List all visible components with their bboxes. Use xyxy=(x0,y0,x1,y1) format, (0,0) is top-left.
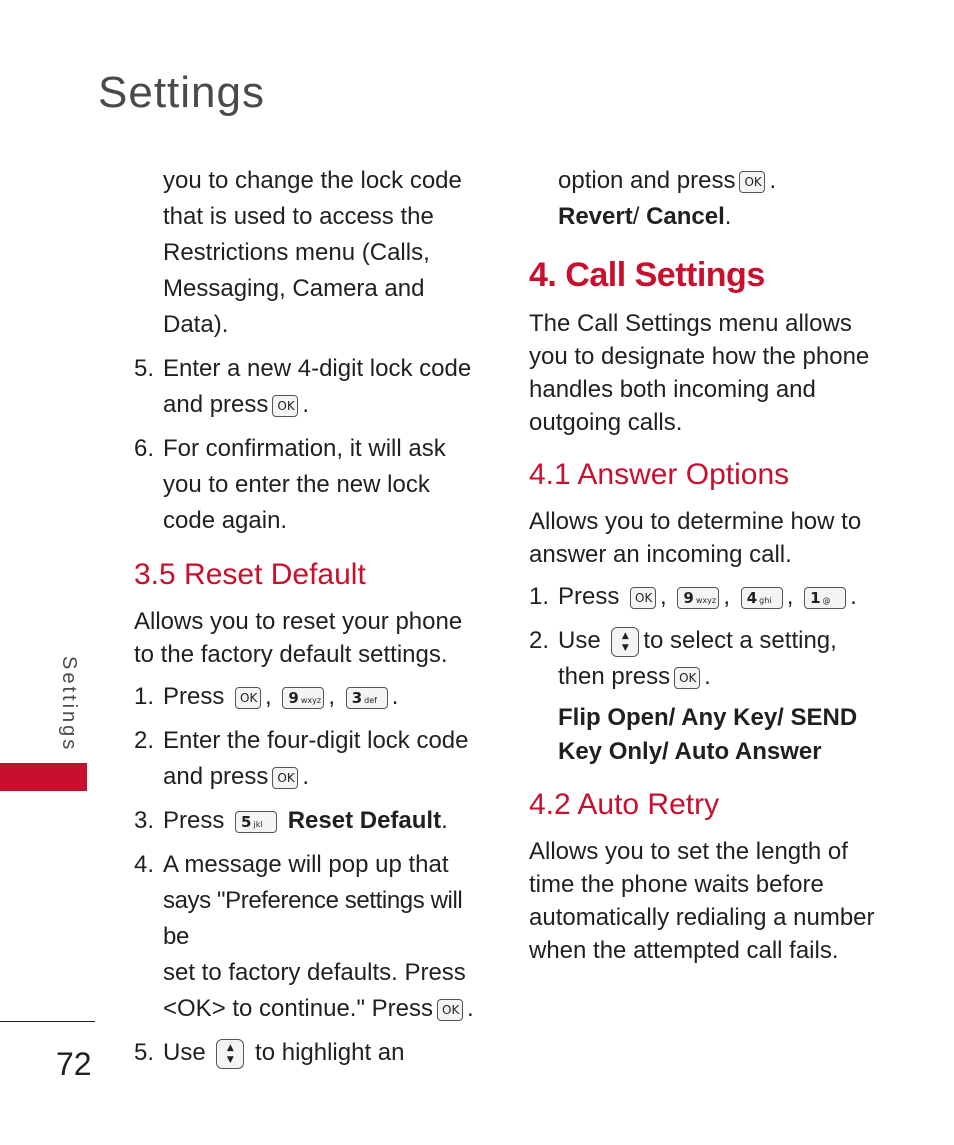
page-number: 72 xyxy=(56,1046,92,1082)
key-letters: ghi xyxy=(759,595,772,605)
section-description: answer an incoming call. xyxy=(529,541,792,568)
section-description: Allows you to reset your phone xyxy=(134,608,463,635)
key-letters: def xyxy=(364,695,377,705)
punctuation: , xyxy=(328,683,336,710)
step-number: 2. xyxy=(134,727,155,754)
step-text: and press xyxy=(163,763,269,790)
punctuation: . xyxy=(769,167,777,194)
step-text: A message will pop up that xyxy=(163,851,449,878)
step-text-line xyxy=(558,579,889,615)
step-text: option and press xyxy=(558,167,736,194)
key-9-icon xyxy=(282,687,324,709)
nav-down-arrow: ▼ xyxy=(621,642,629,653)
step-text: Press xyxy=(558,583,620,610)
options-line xyxy=(558,199,889,235)
menu-option-name: Auto Answer xyxy=(674,738,822,765)
key-letters: wxyz xyxy=(300,695,322,705)
continued-text xyxy=(134,163,494,343)
ok-key-icon: OK xyxy=(437,999,463,1021)
step-text: Use xyxy=(558,627,601,654)
section-side-label: Settings xyxy=(58,656,80,753)
menu-option-name: Cancel xyxy=(646,203,725,230)
key-digit: 5 xyxy=(241,812,252,831)
section-description: to the factory default settings. xyxy=(134,641,448,668)
section-description: The Call Settings menu allows xyxy=(529,310,852,337)
key-digit: 9 xyxy=(683,588,694,607)
menu-option-name: Reset Default xyxy=(287,807,442,834)
step-5 xyxy=(134,351,494,423)
step-number: 1. xyxy=(134,683,155,710)
punctuation: . xyxy=(302,763,310,790)
section-heading-reset-default: 3.5 Reset Default xyxy=(134,558,366,591)
step-text-line xyxy=(558,163,889,199)
step-number: 1. xyxy=(529,583,550,610)
step-text: Enter the four-digit lock code xyxy=(163,727,469,754)
ok-key-icon: OK xyxy=(235,687,261,709)
step-text: code again. xyxy=(163,507,288,534)
nav-key-icon xyxy=(611,627,639,657)
menu-option-name: Any Key xyxy=(681,704,778,731)
section-description: Allows you to determine how to xyxy=(529,508,862,535)
key-1-icon xyxy=(804,587,846,609)
step-number: 4. xyxy=(134,851,155,878)
answer-step-1 xyxy=(529,579,889,615)
step-text: Press xyxy=(163,683,225,710)
step-text: says "Preference settings will be xyxy=(163,887,463,950)
key-letters: @ xyxy=(822,595,831,605)
step-text: and press xyxy=(163,391,269,418)
menu-option-name: Flip Open xyxy=(558,704,669,731)
key-5-icon xyxy=(235,811,277,833)
nav-up-arrow: ▲ xyxy=(226,1042,234,1053)
key-4-icon xyxy=(741,587,783,609)
step-number: 6. xyxy=(134,435,155,462)
ok-key-icon: OK xyxy=(272,767,298,789)
separator: / xyxy=(668,704,682,731)
reset-step-3 xyxy=(134,803,494,839)
punctuation: , xyxy=(265,683,272,710)
step-text: Enter a new 4-digit lock code xyxy=(163,355,472,382)
text-line: Messaging, Camera and Data). xyxy=(163,275,425,338)
section-heading-answer-options: 4.1 Answer Options xyxy=(529,458,790,491)
step-text: For confirmation, it will ask xyxy=(163,435,446,462)
section-heading-call-settings: 4. Call Settings xyxy=(529,256,765,294)
left-column xyxy=(134,163,494,1071)
step-text: <OK> to continue." Press xyxy=(163,995,433,1022)
step-text: you to enter the new lock xyxy=(163,471,430,498)
punctuation: . xyxy=(704,663,711,690)
step-text: Press xyxy=(163,807,225,834)
text-line: Restrictions menu (Calls, xyxy=(163,239,430,266)
nav-key-icon xyxy=(216,1039,244,1069)
text-line: you to change the lock code xyxy=(163,167,462,194)
step-text-line xyxy=(163,1035,494,1071)
step-text: set to factory defaults. Press xyxy=(163,959,466,986)
section-description: you to designate how the phone xyxy=(529,343,870,370)
key-3-icon xyxy=(346,687,388,709)
separator: / xyxy=(632,203,647,230)
punctuation: . xyxy=(391,683,399,710)
ok-key-icon: OK xyxy=(739,171,765,193)
punctuation: . xyxy=(441,807,448,834)
reset-step-1 xyxy=(134,679,494,715)
text-line: that is used to access the xyxy=(163,203,434,230)
section-description: outgoing calls. xyxy=(529,409,683,436)
reset-step-5 xyxy=(134,1035,494,1071)
section-heading-auto-retry: 4.2 Auto Retry xyxy=(529,788,720,821)
step-text: then press xyxy=(558,663,671,690)
step-number: 5. xyxy=(134,1039,155,1066)
nav-up-arrow: ▲ xyxy=(621,630,629,641)
section-description: automatically redialing a number xyxy=(529,904,875,931)
separator: / xyxy=(777,704,791,731)
options-line xyxy=(558,701,889,735)
key-digit: 3 xyxy=(351,688,363,707)
ok-key-icon: OK xyxy=(630,587,656,609)
punctuation: . xyxy=(724,203,732,230)
step-text-line xyxy=(163,387,494,423)
section-description: handles both incoming and xyxy=(529,376,816,403)
menu-option-name: Key Only xyxy=(558,738,663,765)
continued-text xyxy=(529,163,889,235)
punctuation: , xyxy=(723,583,731,610)
step-text: to highlight an xyxy=(255,1039,405,1066)
key-digit: 9 xyxy=(288,688,299,707)
separator: / xyxy=(662,738,675,765)
step-text: to select a setting, xyxy=(643,627,837,654)
step-text-line xyxy=(163,759,494,795)
section-tab-marker xyxy=(0,763,87,791)
nav-down-arrow: ▼ xyxy=(226,1054,234,1065)
right-column xyxy=(529,163,889,967)
step-6 xyxy=(134,431,494,539)
punctuation: . xyxy=(302,391,310,418)
answer-step-2 xyxy=(529,623,889,769)
page-title: Settings xyxy=(98,68,265,117)
key-digit: 1 xyxy=(810,588,821,607)
key-letters: jkl xyxy=(253,819,263,829)
step-text-line xyxy=(558,623,889,659)
step-number: 2. xyxy=(529,627,550,654)
step-text-line xyxy=(163,991,494,1027)
step-text: Use xyxy=(163,1039,206,1066)
section-description: when the attempted call fails. xyxy=(529,937,839,964)
step-number: 3. xyxy=(134,807,155,834)
key-letters: wxyz xyxy=(695,595,717,605)
key-digit: 4 xyxy=(746,588,758,607)
punctuation: . xyxy=(850,583,857,610)
menu-option-name: Revert xyxy=(558,203,633,230)
ok-key-icon: OK xyxy=(674,667,700,689)
step-text-line xyxy=(163,679,494,715)
section-description: Allows you to set the length of xyxy=(529,838,848,865)
punctuation: . xyxy=(467,995,474,1022)
options-line xyxy=(558,735,889,769)
step-number: 5. xyxy=(134,355,155,382)
key-9-icon xyxy=(677,587,719,609)
punctuation: , xyxy=(786,583,794,610)
punctuation: , xyxy=(660,583,667,610)
menu-option-name: SEND xyxy=(790,704,858,731)
reset-step-4 xyxy=(134,847,494,1027)
section-description: time the phone waits before xyxy=(529,871,824,898)
footer-divider xyxy=(0,1021,95,1022)
step-text-line xyxy=(163,803,494,839)
step-text-line xyxy=(558,659,889,695)
reset-step-2 xyxy=(134,723,494,795)
ok-key-icon: OK xyxy=(272,395,298,417)
